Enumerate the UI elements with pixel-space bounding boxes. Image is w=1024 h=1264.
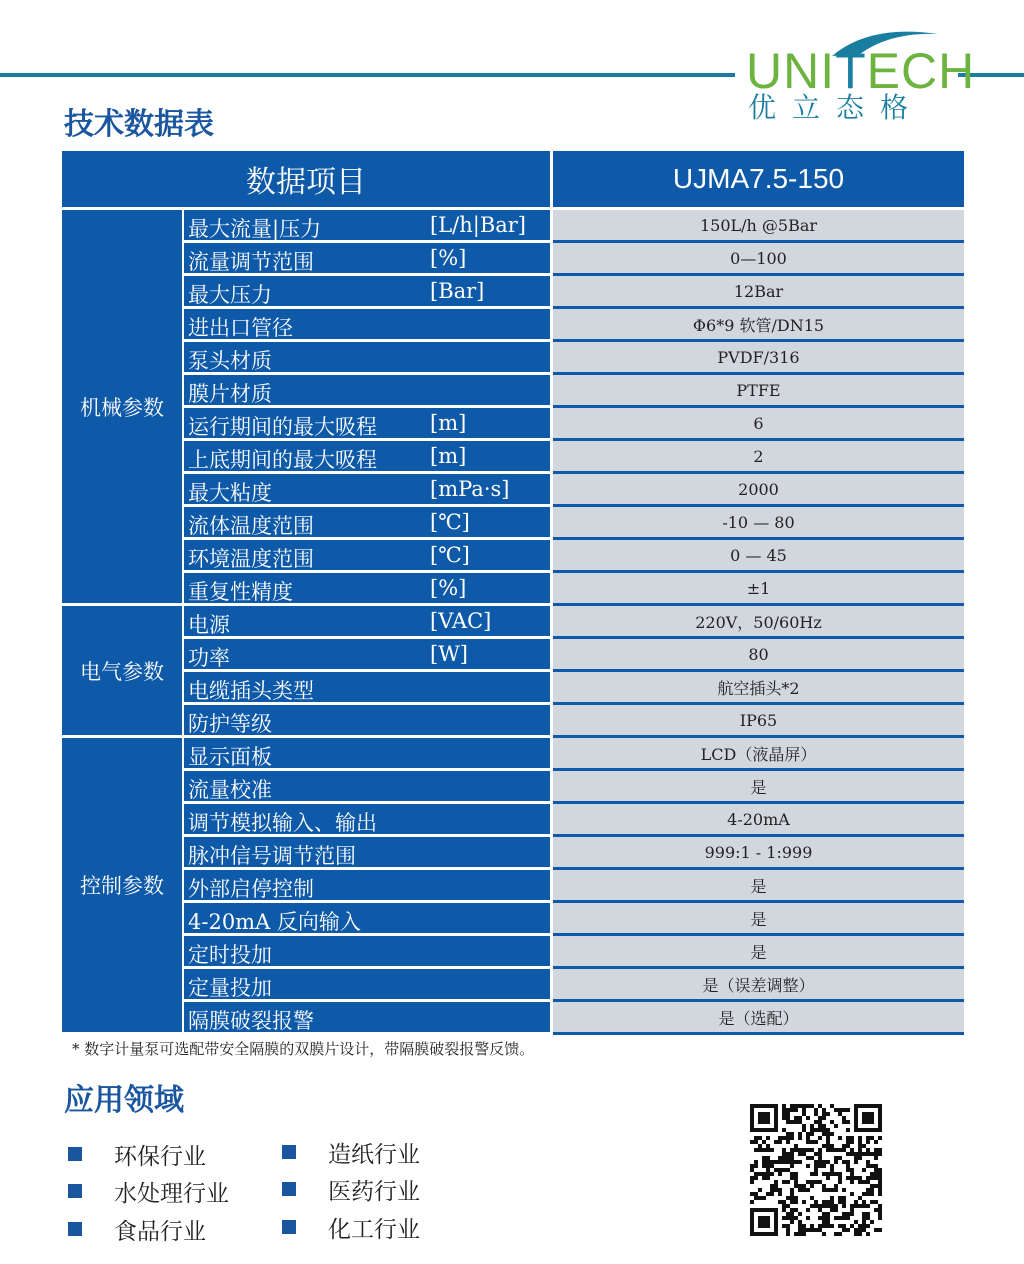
parameter-name: 流量调节范围 (188, 250, 314, 274)
parameter-name: 功率 (188, 646, 230, 670)
parameter-name: 定时投加 (188, 943, 272, 967)
table-row (62, 1002, 964, 1035)
table-row (62, 573, 964, 606)
table-row (62, 309, 964, 342)
parameter-unit: [W] (430, 642, 468, 666)
table-row (62, 474, 964, 507)
square-bullet-icon (282, 1220, 296, 1234)
value-cell: 6 (553, 408, 964, 441)
parameter-name: 最大压力 (188, 283, 272, 307)
table-row (62, 507, 964, 540)
parameter-cell (184, 672, 553, 705)
table-row (62, 969, 964, 1002)
qr-code-icon (749, 1104, 883, 1236)
application-label: 食品行业 (114, 1219, 206, 1245)
parameter-cell (184, 606, 553, 639)
parameter-cell (184, 804, 553, 837)
parameter-name: 进出口管径 (188, 316, 293, 340)
value-cell: 是 (553, 936, 964, 969)
value-cell: 是（误差调整） (553, 969, 964, 1002)
category-cell: 机械参数 (62, 210, 184, 606)
parameter-unit: [Bar] (430, 279, 485, 303)
value-cell: ±1 (553, 573, 964, 606)
parameter-name: 膜片材质 (188, 382, 272, 406)
parameter-cell (184, 276, 553, 309)
table-row (62, 210, 964, 243)
value-cell: 0—100 (553, 243, 964, 276)
table-row (62, 342, 964, 375)
parameter-cell (184, 771, 553, 804)
value-cell: 是 (553, 903, 964, 936)
list-item (282, 1173, 522, 1203)
table-row (62, 903, 964, 936)
header-rule-left (0, 73, 735, 77)
square-bullet-icon (68, 1222, 82, 1236)
parameter-cell (184, 903, 553, 936)
parameter-unit: [L/h|Bar] (430, 213, 526, 237)
header-item-cell: 数据项目 (62, 151, 553, 210)
table-row (62, 540, 964, 573)
value-cell: IP65 (553, 705, 964, 738)
value-cell: -10 — 80 (553, 507, 964, 540)
parameter-name: 显示面板 (188, 745, 272, 769)
table-row (62, 705, 964, 738)
value-cell: 航空插头*2 (553, 672, 964, 705)
parameter-cell (184, 738, 553, 771)
table-row (62, 672, 964, 705)
parameter-name: 上底期间的最大吸程 (188, 448, 377, 472)
parameter-cell (184, 441, 553, 474)
table-row (62, 408, 964, 441)
parameter-cell (184, 870, 553, 903)
parameter-unit: [℃] (430, 510, 470, 534)
value-cell: 是 (553, 870, 964, 903)
parameter-name: 最大流量|压力 (188, 217, 322, 241)
parameter-name: 调节模拟输入、输出 (188, 811, 377, 835)
square-bullet-icon (282, 1182, 296, 1196)
parameter-name: 流量校准 (188, 778, 272, 802)
table-row (62, 738, 964, 771)
application-label: 水处理行业 (114, 1181, 229, 1207)
applications-title: 应用领域 (64, 1083, 184, 1118)
parameter-unit: [℃] (430, 543, 470, 567)
parameter-name: 泵头材质 (188, 349, 272, 373)
parameter-name: 重复性精度 (188, 580, 293, 604)
square-bullet-icon (68, 1147, 82, 1161)
parameter-cell (184, 969, 553, 1002)
application-label: 医药行业 (328, 1179, 420, 1205)
value-cell: 2 (553, 441, 964, 474)
list-item (68, 1213, 308, 1243)
parameter-name: 环境温度范围 (188, 547, 314, 571)
logo-wordmark: UNITECH (746, 43, 976, 99)
value-cell: 4-20mA (553, 804, 964, 837)
category-cell: 电气参数 (62, 606, 184, 738)
value-cell: LCD（液晶屏） (553, 738, 964, 771)
value-cell: 2000 (553, 474, 964, 507)
application-label: 化工行业 (328, 1217, 420, 1243)
value-cell: 80 (553, 639, 964, 672)
parameter-cell (184, 507, 553, 540)
category-cell: 控制参数 (62, 738, 184, 1035)
parameter-unit: [mPa·s] (430, 477, 510, 501)
parameter-cell (184, 540, 553, 573)
parameter-unit: [%] (430, 246, 467, 270)
parameter-name: 4-20mA 反向输入 (188, 910, 361, 934)
footnote: * 数字计量泵可选配带安全隔膜的双膜片设计，带隔膜破裂报警反馈。 (72, 1040, 535, 1058)
parameter-cell (184, 408, 553, 441)
logo-chinese-name: 优立态格 (748, 91, 925, 124)
list-item (68, 1175, 308, 1205)
table-header-row (62, 151, 964, 210)
list-item (68, 1138, 308, 1168)
value-cell: 12Bar (553, 276, 964, 309)
parameter-cell (184, 936, 553, 969)
parameter-cell (184, 375, 553, 408)
parameter-cell (184, 573, 553, 606)
table-row (62, 243, 964, 276)
value-cell: 是（选配） (553, 1002, 964, 1035)
parameter-cell (184, 1002, 553, 1035)
parameter-cell (184, 837, 553, 870)
parameter-cell (184, 210, 553, 243)
application-label: 造纸行业 (328, 1142, 420, 1168)
parameter-name: 隔膜破裂报警 (188, 1009, 314, 1033)
parameter-unit: [m] (430, 411, 467, 435)
parameter-name: 最大粘度 (188, 481, 272, 505)
parameter-name: 电缆插头类型 (188, 679, 314, 703)
parameter-name: 脉冲信号调节范围 (188, 844, 356, 868)
parameter-name: 运行期间的最大吸程 (188, 415, 377, 439)
table-row (62, 276, 964, 309)
list-item (282, 1136, 522, 1166)
value-cell: 220V，50/60Hz (553, 606, 964, 639)
square-bullet-icon (68, 1184, 82, 1198)
value-cell: Φ6*9 软管/DN15 (553, 309, 964, 342)
value-cell: 999:1 - 1:999 (553, 837, 964, 870)
table-row (62, 639, 964, 672)
square-bullet-icon (282, 1145, 296, 1159)
brand-logo (740, 28, 976, 128)
parameter-cell (184, 342, 553, 375)
header-model-cell: UJMA7.5-150 (553, 151, 964, 210)
parameter-name: 定量投加 (188, 976, 272, 1000)
table-row (62, 771, 964, 804)
table-row (62, 804, 964, 837)
parameter-cell (184, 705, 553, 738)
table-row (62, 870, 964, 903)
value-cell: PVDF/316 (553, 342, 964, 375)
parameter-name: 外部启停控制 (188, 877, 314, 901)
parameter-cell (184, 309, 553, 342)
parameter-name: 电源 (188, 613, 230, 637)
table-row (62, 936, 964, 969)
parameter-cell (184, 639, 553, 672)
parameter-unit: [%] (430, 576, 467, 600)
value-cell: PTFE (553, 375, 964, 408)
spec-table (62, 151, 964, 1035)
parameter-cell (184, 243, 553, 276)
parameter-unit: [m] (430, 444, 467, 468)
value-cell: 是 (553, 771, 964, 804)
table-row (62, 375, 964, 408)
table-row (62, 441, 964, 474)
value-cell: 150L/h @5Bar (553, 210, 964, 243)
application-label: 环保行业 (114, 1144, 206, 1170)
parameter-name: 防护等级 (188, 712, 272, 736)
parameter-unit: [VAC] (430, 609, 492, 633)
tech-data-title: 技术数据表 (64, 107, 214, 142)
value-cell: 0 — 45 (553, 540, 964, 573)
table-row (62, 837, 964, 870)
parameter-cell (184, 474, 553, 507)
parameter-name: 流体温度范围 (188, 514, 314, 538)
list-item (282, 1211, 522, 1241)
table-row (62, 606, 964, 639)
